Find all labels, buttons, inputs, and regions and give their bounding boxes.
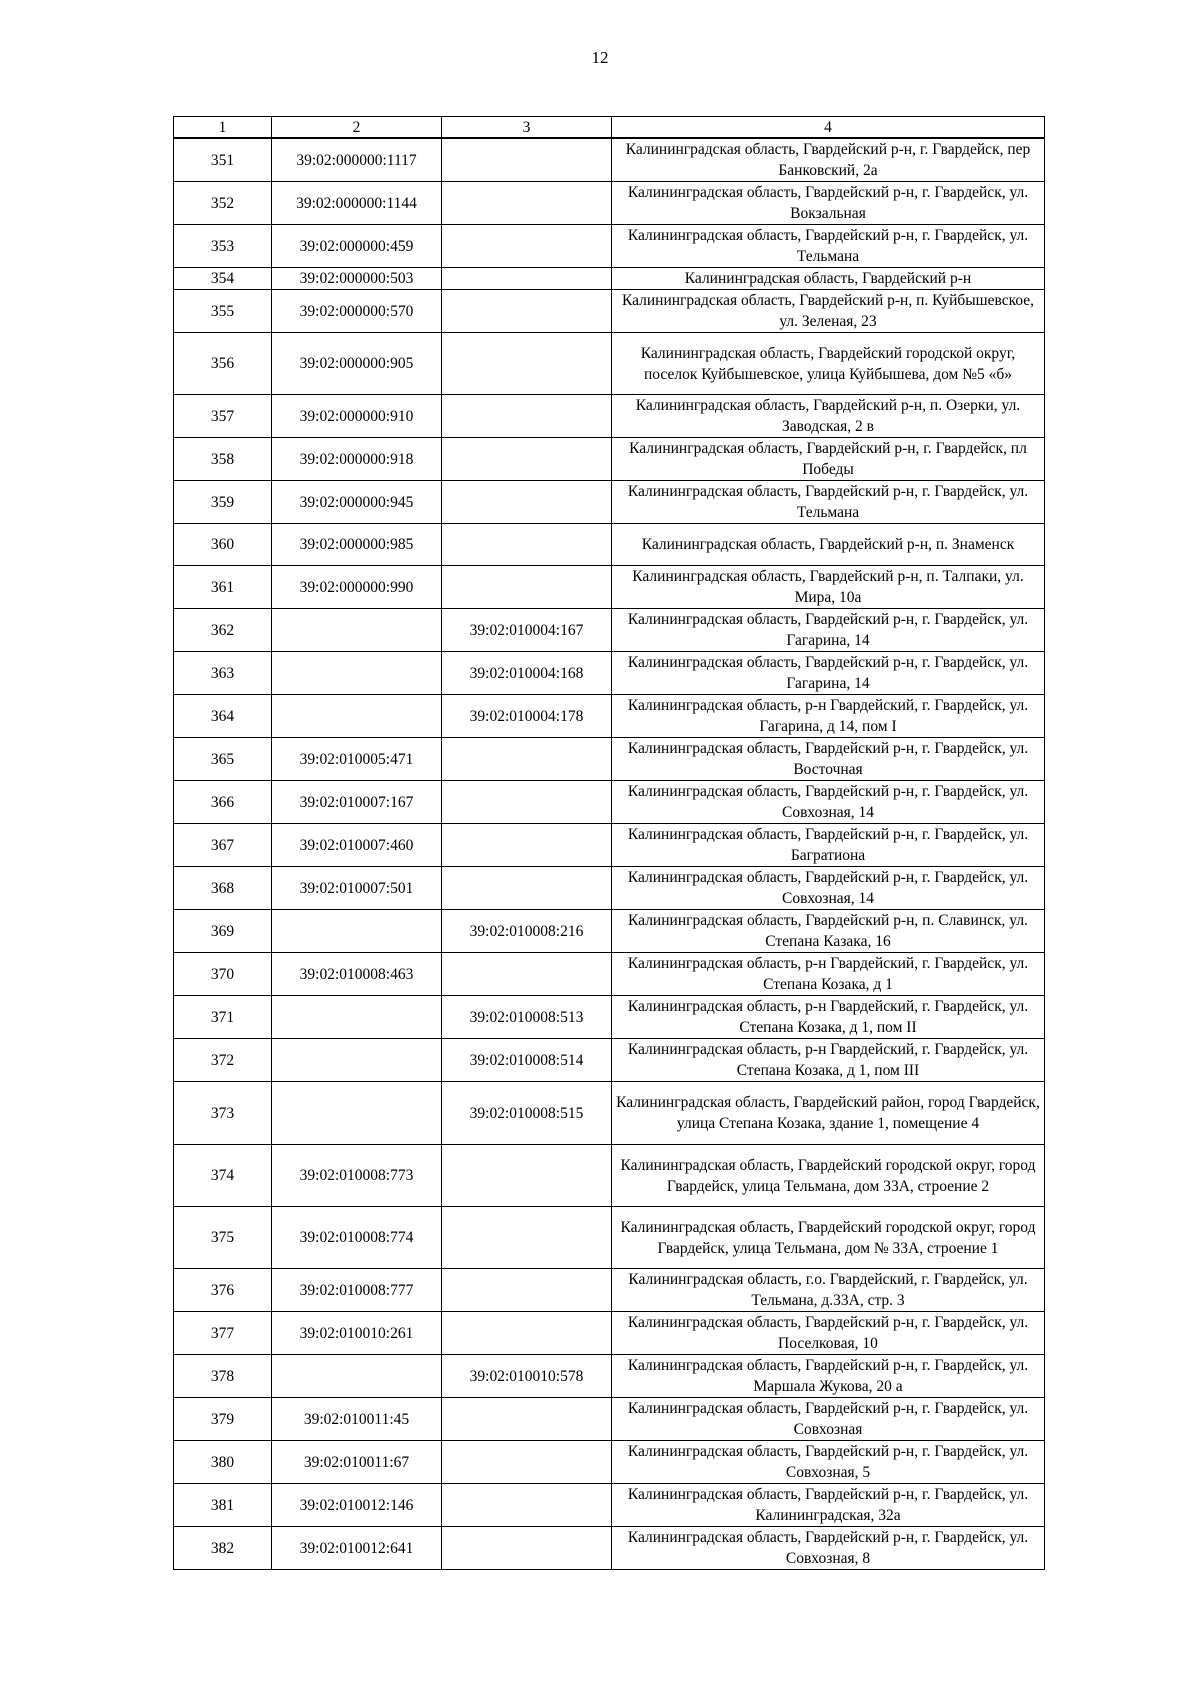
cadastral-number-cell: 39:02:000000:910: [272, 395, 442, 438]
cadastral-number-alt-cell: [442, 1441, 612, 1484]
table-row: [174, 1398, 1045, 1441]
cadastral-number-alt-cell: 39:02:010004:167: [442, 609, 612, 652]
table-row: [174, 1441, 1045, 1484]
table-row: [174, 652, 1045, 695]
header-row: [174, 117, 1045, 139]
address-cell: Калининградская область, Гвардейский р-н, г. Гвардейск, ул. Маршала Жукова, 20 а: [612, 1355, 1045, 1398]
cadastral-number-alt-cell: [442, 481, 612, 524]
address-cell: Калининградская область, Гвардейский городской округ, поселок Куйбышевское, улица Куйбышева, дом №5 «б»: [612, 333, 1045, 395]
table-row: [174, 438, 1045, 481]
table-body: [174, 138, 1045, 1570]
row-number-cell: 363: [174, 652, 272, 695]
cadastral-number-alt-cell: [442, 824, 612, 867]
column-header-4: 4: [612, 117, 1045, 139]
table-row: [174, 290, 1045, 333]
address-cell: Калининградская область, Гвардейский р-н, г. Гвардейск, ул. Калининградская, 32а: [612, 1484, 1045, 1527]
cadastral-number-alt-cell: [442, 1527, 612, 1570]
address-cell: Калининградская область, Гвардейский р-н, п. Талпаки, ул. Мира, 10а: [612, 566, 1045, 609]
cadastral-number-alt-cell: 39:02:010008:514: [442, 1039, 612, 1082]
row-number-cell: 353: [174, 225, 272, 268]
row-number-cell: 377: [174, 1312, 272, 1355]
address-cell: Калининградская область, Гвардейский р-н, п. Озерки, ул. Заводская, 2 в: [612, 395, 1045, 438]
row-number-cell: 356: [174, 333, 272, 395]
row-number-cell: 364: [174, 695, 272, 738]
table-row: [174, 268, 1045, 290]
address-cell: Калининградская область, Гвардейский р-н, г. Гвардейск, ул. Восточная: [612, 738, 1045, 781]
cadastral-number-cell: [272, 695, 442, 738]
cadastral-number-alt-cell: [442, 1145, 612, 1207]
cadastral-number-alt-cell: 39:02:010010:578: [442, 1355, 612, 1398]
row-number-cell: 380: [174, 1441, 272, 1484]
row-number-cell: 354: [174, 268, 272, 290]
cadastral-number-cell: 39:02:010008:773: [272, 1145, 442, 1207]
address-cell: Калининградская область, Гвардейский р-н, г. Гвардейск, ул. Совхозная, 8: [612, 1527, 1045, 1570]
row-number-cell: 365: [174, 738, 272, 781]
address-cell: Калининградская область, Гвардейский р-н, г. Гвардейск, ул. Совхозная, 5: [612, 1441, 1045, 1484]
cadastral-number-cell: 39:02:000000:990: [272, 566, 442, 609]
table-row: [174, 1039, 1045, 1082]
row-number-cell: 352: [174, 182, 272, 225]
table-row: [174, 1484, 1045, 1527]
table-row: [174, 524, 1045, 566]
address-cell: Калининградская область, р-н Гвардейский, г. Гвардейск, ул. Степана Козака, д 1, пом III: [612, 1039, 1045, 1082]
row-number-cell: 378: [174, 1355, 272, 1398]
row-number-cell: 382: [174, 1527, 272, 1570]
cadastral-number-cell: 39:02:000000:985: [272, 524, 442, 566]
row-number-cell: 373: [174, 1082, 272, 1145]
address-cell: Калининградская область, р-н Гвардейский, г. Гвардейск, ул. Степана Козака, д 1, пом II: [612, 996, 1045, 1039]
row-number-cell: 375: [174, 1207, 272, 1269]
row-number-cell: 370: [174, 953, 272, 996]
table-row: [174, 1269, 1045, 1312]
cadastral-number-cell: 39:02:000000:1117: [272, 138, 442, 182]
row-number-cell: 374: [174, 1145, 272, 1207]
row-number-cell: 355: [174, 290, 272, 333]
cadastral-number-cell: 39:02:010012:641: [272, 1527, 442, 1570]
cadastral-number-cell: 39:02:010008:777: [272, 1269, 442, 1312]
table-row: [174, 1355, 1045, 1398]
address-cell: Калининградская область, г.о. Гвардейский, г. Гвардейск, ул. Тельмана, д.33А, стр. 3: [612, 1269, 1045, 1312]
address-cell: Калининградская область, Гвардейский р-н, г. Гвардейск, ул. Вокзальная: [612, 182, 1045, 225]
row-number-cell: 379: [174, 1398, 272, 1441]
cadastral-number-alt-cell: [442, 1207, 612, 1269]
row-number-cell: 359: [174, 481, 272, 524]
table-row: [174, 695, 1045, 738]
cadastral-number-alt-cell: [442, 333, 612, 395]
table-row: [174, 996, 1045, 1039]
table-row: [174, 333, 1045, 395]
table-row: [174, 738, 1045, 781]
table-row: [174, 481, 1045, 524]
table-row: [174, 395, 1045, 438]
cadastral-number-alt-cell: [442, 268, 612, 290]
cadastral-number-alt-cell: [442, 438, 612, 481]
cadastral-number-alt-cell: [442, 867, 612, 910]
row-number-cell: 369: [174, 910, 272, 953]
cadastral-number-alt-cell: [442, 524, 612, 566]
address-cell: Калининградская область, Гвардейский р-н, п. Славинск, ул. Степана Казака, 16: [612, 910, 1045, 953]
address-cell: Калининградская область, Гвардейский р-н, г. Гвардейск, пер Банковский, 2а: [612, 138, 1045, 182]
cadastral-number-cell: 39:02:010007:460: [272, 824, 442, 867]
row-number-cell: 362: [174, 609, 272, 652]
table-row: [174, 910, 1045, 953]
table-row: [174, 609, 1045, 652]
cadastral-number-cell: 39:02:010007:501: [272, 867, 442, 910]
cadastral-number-alt-cell: [442, 1269, 612, 1312]
cadastral-number-alt-cell: [442, 566, 612, 609]
row-number-cell: 372: [174, 1039, 272, 1082]
cadastral-number-cell: 39:02:000000:918: [272, 438, 442, 481]
row-number-cell: 368: [174, 867, 272, 910]
cadastral-number-cell: 39:02:000000:1144: [272, 182, 442, 225]
cadastral-number-alt-cell: 39:02:010008:216: [442, 910, 612, 953]
table-row: [174, 1312, 1045, 1355]
cadastral-number-cell: [272, 910, 442, 953]
row-number-cell: 357: [174, 395, 272, 438]
cadastral-number-cell: [272, 996, 442, 1039]
address-cell: Калининградская область, Гвардейский р-н, г. Гвардейск, ул. Гагарина, 14: [612, 609, 1045, 652]
cadastral-number-cell: 39:02:010008:463: [272, 953, 442, 996]
cadastral-number-cell: 39:02:010011:45: [272, 1398, 442, 1441]
cadastral-number-alt-cell: [442, 738, 612, 781]
row-number-cell: 360: [174, 524, 272, 566]
table-row: [174, 138, 1045, 182]
cadastral-number-alt-cell: [442, 1312, 612, 1355]
address-cell: Калининградская область, Гвардейский р-н, п. Знаменск: [612, 524, 1045, 566]
table-row: [174, 1082, 1045, 1145]
row-number-cell: 376: [174, 1269, 272, 1312]
address-cell: Калининградская область, Гвардейский р-н, г. Гвардейск, ул. Тельмана: [612, 481, 1045, 524]
row-number-cell: 371: [174, 996, 272, 1039]
cadastral-number-cell: 39:02:010011:67: [272, 1441, 442, 1484]
cadastral-number-cell: [272, 1039, 442, 1082]
page-number: 12: [591, 48, 609, 67]
address-cell: Калининградская область, Гвардейский р-н, г. Гвардейск, ул. Поселковая, 10: [612, 1312, 1045, 1355]
table-header: [174, 117, 1045, 139]
row-number-cell: 358: [174, 438, 272, 481]
row-number-cell: 361: [174, 566, 272, 609]
cadastral-number-cell: 39:02:010005:471: [272, 738, 442, 781]
cadastral-number-cell: [272, 609, 442, 652]
address-cell: Калининградская область, р-н Гвардейский, г. Гвардейск, ул. Гагарина, д 14, пом I: [612, 695, 1045, 738]
address-cell: Калининградская область, Гвардейский р-н, г. Гвардейск, ул. Багратиона: [612, 824, 1045, 867]
cadastral-number-cell: 39:02:010012:146: [272, 1484, 442, 1527]
row-number-cell: 381: [174, 1484, 272, 1527]
address-cell: Калининградская область, Гвардейский городской округ, город Гвардейск, улица Тельмана, дом 33А, строение 2: [612, 1145, 1045, 1207]
table-row: [174, 225, 1045, 268]
table-row: [174, 867, 1045, 910]
address-cell: Калининградская область, Гвардейский городской округ, город Гвардейск, улица Тельмана, дом № 33А, строение 1: [612, 1207, 1045, 1269]
cadastral-number-cell: [272, 1082, 442, 1145]
cadastral-number-alt-cell: 39:02:010004:178: [442, 695, 612, 738]
address-cell: Калининградская область, р-н Гвардейский, г. Гвардейск, ул. Степана Козака, д 1: [612, 953, 1045, 996]
table-row: [174, 953, 1045, 996]
row-number-cell: 351: [174, 138, 272, 182]
cadastral-number-cell: 39:02:000000:459: [272, 225, 442, 268]
address-cell: Калининградская область, Гвардейский р-н, г. Гвардейск, ул. Совхозная: [612, 1398, 1045, 1441]
row-number-cell: 366: [174, 781, 272, 824]
table-row: [174, 781, 1045, 824]
column-header-2: 2: [272, 117, 442, 139]
cadastral-number-cell: [272, 1355, 442, 1398]
address-cell: Калининградская область, Гвардейский р-н: [612, 268, 1045, 290]
cadastral-number-alt-cell: 39:02:010008:515: [442, 1082, 612, 1145]
column-header-1: 1: [174, 117, 272, 139]
cadastral-number-alt-cell: [442, 395, 612, 438]
cadastral-number-alt-cell: [442, 1484, 612, 1527]
table-row: [174, 1527, 1045, 1570]
table-row: [174, 1207, 1045, 1269]
cadastral-number-alt-cell: [442, 953, 612, 996]
address-cell: Калининградская область, Гвардейский р-н, г. Гвардейск, пл Победы: [612, 438, 1045, 481]
cadastral-number-alt-cell: [442, 182, 612, 225]
cadastral-number-cell: 39:02:010007:167: [272, 781, 442, 824]
cadastral-number-alt-cell: [442, 1398, 612, 1441]
table-row: [174, 182, 1045, 225]
address-cell: Калининградская область, Гвардейский р-н, г. Гвардейск, ул. Гагарина, 14: [612, 652, 1045, 695]
cadastral-number-cell: 39:02:010008:774: [272, 1207, 442, 1269]
cadastral-number-cell: 39:02:000000:570: [272, 290, 442, 333]
table-row: [174, 824, 1045, 867]
address-cell: Калининградская область, Гвардейский р-н, г. Гвардейск, ул. Совхозная, 14: [612, 781, 1045, 824]
address-cell: Калининградская область, Гвардейский район, город Гвардейск, улица Степана Козака, здание 1, помещение 4: [612, 1082, 1045, 1145]
address-cell: Калининградская область, Гвардейский р-н, п. Куйбышевское, ул. Зеленая, 23: [612, 290, 1045, 333]
row-number-cell: 367: [174, 824, 272, 867]
table-row: [174, 566, 1045, 609]
column-header-3: 3: [442, 117, 612, 139]
address-cell: Калининградская область, Гвардейский р-н, г. Гвардейск, ул. Тельмана: [612, 225, 1045, 268]
cadastral-number-alt-cell: [442, 138, 612, 182]
cadastral-number-alt-cell: 39:02:010008:513: [442, 996, 612, 1039]
cadastral-number-cell: 39:02:000000:945: [272, 481, 442, 524]
cadastral-number-cell: 39:02:000000:503: [272, 268, 442, 290]
cadastral-number-alt-cell: [442, 225, 612, 268]
cadastral-number-alt-cell: 39:02:010004:168: [442, 652, 612, 695]
cadastral-number-alt-cell: [442, 290, 612, 333]
cadastral-number-cell: 39:02:000000:905: [272, 333, 442, 395]
cadastral-number-cell: [272, 652, 442, 695]
property-registry-table: [173, 116, 1045, 1570]
table-row: [174, 1145, 1045, 1207]
cadastral-number-alt-cell: [442, 781, 612, 824]
address-cell: Калининградская область, Гвардейский р-н, г. Гвардейск, ул. Совхозная, 14: [612, 867, 1045, 910]
cadastral-number-cell: 39:02:010010:261: [272, 1312, 442, 1355]
